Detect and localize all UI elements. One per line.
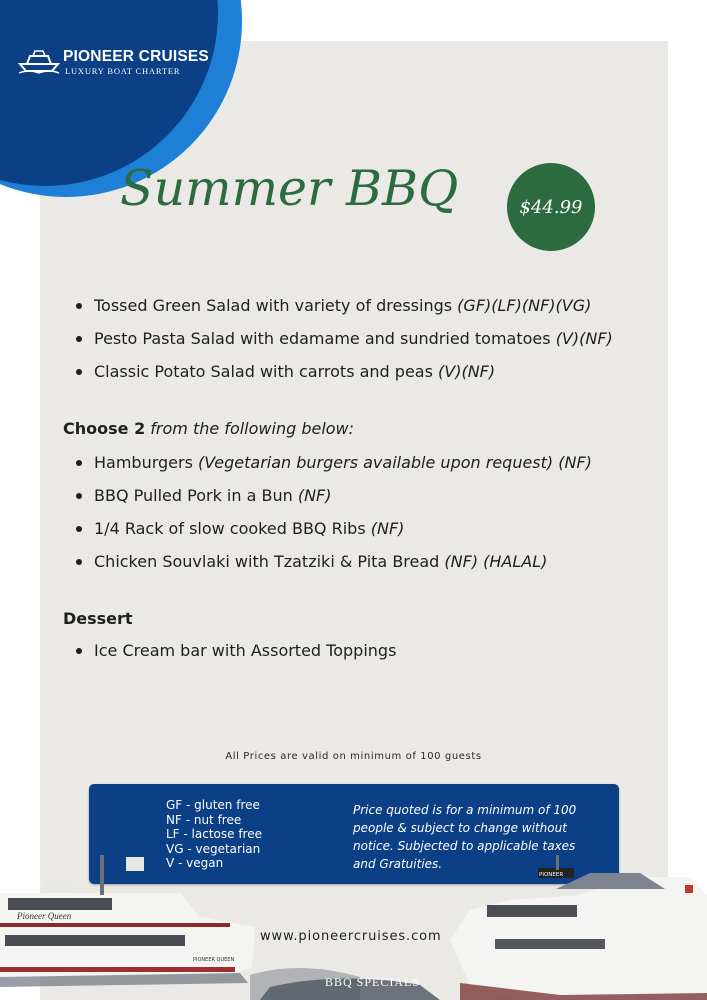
list-item: Classic Potato Salad with carrots and peas (V)(NF) [72, 359, 613, 392]
legend-item: VG - vegetarian [166, 841, 261, 856]
list-item: Pesto Pasta Salad with edamame and sundried tomatoes (V)(NF) [72, 326, 613, 359]
legend-item: GF - gluten free [166, 798, 260, 812]
mains-list [72, 450, 592, 582]
brand-logo[interactable] [18, 44, 209, 80]
list-item: Chicken Souvlaki with Tzatziki & Pita Bread (NF) (HALAL) [72, 549, 592, 582]
choose-heading: Choose 2 from the following below: [63, 419, 355, 438]
legend-item: LF - lactose free [166, 827, 262, 841]
boat-right-label: PIONEER [539, 872, 564, 878]
list-item: Tossed Green Salad with variety of dressings (GF)(LF)(NF)(VG) [72, 293, 613, 326]
menu-title: Summer BBQ [120, 160, 459, 217]
list-item: 1/4 Rack of slow cooked BBQ Ribs (NF) [72, 516, 592, 549]
dessert-heading: Dessert [63, 609, 133, 628]
website-link[interactable]: www.pioneercruises.com [260, 929, 442, 944]
list-item: BBQ Pulled Pork in a Bun (NF) [72, 483, 592, 516]
legend-item: V - vegan [166, 856, 224, 870]
boat-left-name: Pioneer Queen [17, 911, 72, 921]
boat-logo-icon [18, 48, 60, 74]
legend-item: NF - nut free [166, 812, 242, 827]
price-badge: $44.99 [507, 163, 595, 251]
minimum-guests-note: All Prices are valid on minimum of 100 guests [225, 751, 482, 762]
list-item: Hamburgers (Vegetarian burgers available upon request) (NF) [72, 450, 592, 483]
brand-tagline: LUXURY BOAT CHARTER [65, 66, 181, 76]
right-boat [450, 855, 707, 1000]
boat-left-label: PIONEER QUEEN [193, 957, 235, 963]
brand-name: PIONEER CRUISES [63, 48, 209, 65]
dessert-list [72, 638, 396, 671]
salad-list [72, 293, 613, 392]
section-tag: BBQ SPECIALS [325, 975, 421, 989]
left-boat [0, 855, 255, 987]
list-item: Ice Cream bar with Assorted Toppings [72, 638, 396, 671]
price-quote-note: Price quoted is for a minimum of 100 people & subject to change without notice. Subjected to applicable taxes and Gratuities. [353, 803, 577, 871]
